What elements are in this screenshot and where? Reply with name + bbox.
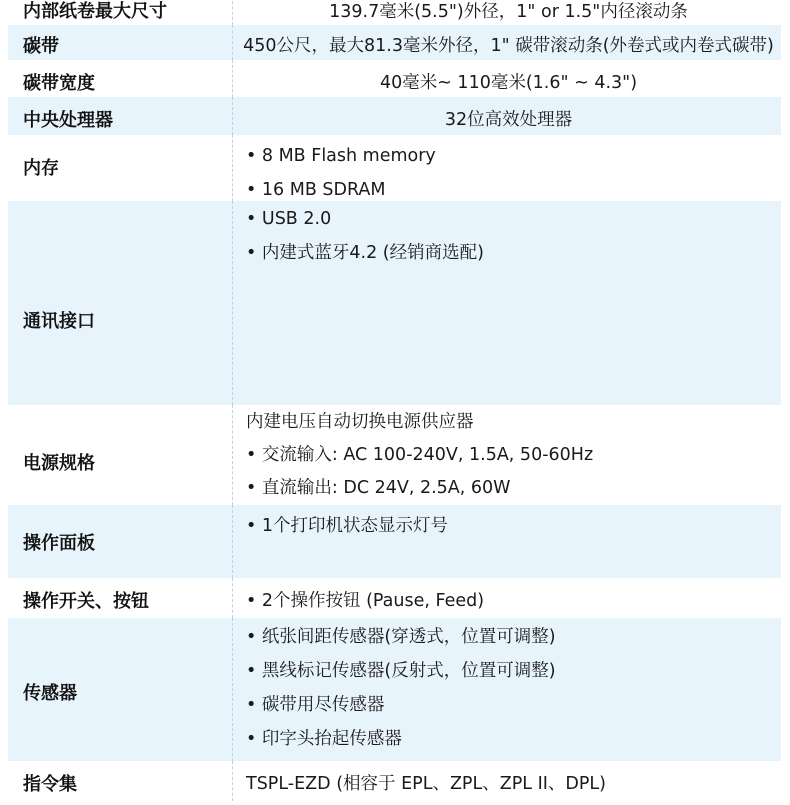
spec-value — [236, 106, 781, 131]
spec-label: 中央处理器 — [23, 110, 113, 131]
spec-value-line: • USB 2.0 — [246, 209, 332, 229]
spec-row-control-panel — [8, 505, 781, 578]
column-divider — [232, 578, 233, 618]
column-divider — [232, 97, 233, 135]
spec-row-buttons — [8, 578, 781, 618]
spec-row-power — [8, 405, 781, 505]
spec-value-line: • 黑线标记传感器(反射式，位置可调整) — [246, 661, 556, 681]
spec-value-line: • 印字头抬起传感器 — [246, 729, 402, 749]
column-divider — [232, 505, 233, 578]
spec-label: 内部纸卷最大尺寸 — [23, 1, 167, 22]
spec-value-line: • 8 MB Flash memory — [246, 146, 436, 166]
spec-row-memory — [8, 135, 781, 201]
column-divider — [232, 60, 233, 97]
spec-label: 电源规格 — [23, 453, 95, 474]
column-divider — [232, 761, 233, 801]
spec-value-line: • 1个打印机状态显示灯号 — [246, 516, 449, 536]
spec-value-line: • 碳带用尽传感器 — [246, 695, 385, 715]
spec-value-line: • 纸张间距传感器(穿透式，位置可调整) — [246, 627, 556, 647]
spec-value-line: • 直流输出: DC 24V, 2.5A, 60W — [246, 478, 511, 498]
spec-row-cpu — [8, 97, 781, 135]
spec-label: 内存 — [23, 158, 59, 179]
spec-value — [236, 0, 781, 23]
spec-row-ribbon-width — [8, 60, 781, 97]
column-divider — [232, 135, 233, 201]
spec-label: 传感器 — [23, 683, 77, 704]
spec-value-line: 内建电压自动切换电源供应器 — [246, 412, 474, 432]
spec-value-line: 32位高效处理器 — [444, 110, 573, 130]
spec-value-line: 40毫米~ 110毫米(1.6" ~ 4.3") — [379, 73, 638, 93]
spec-row-command-set — [8, 761, 781, 801]
spec-value — [246, 406, 775, 505]
spec-label: 碳带 — [23, 36, 59, 57]
spec-value — [236, 32, 781, 57]
spec-row-sensors — [8, 618, 781, 761]
spec-label: 通讯接口 — [23, 311, 95, 332]
spec-value-line: • 交流输入: AC 100-240V, 1.5A, 50-60Hz — [246, 445, 594, 465]
spec-label: 指令集 — [23, 774, 77, 795]
column-divider — [232, 201, 233, 405]
column-divider — [232, 0, 233, 25]
spec-row-ribbon — [8, 25, 781, 60]
spec-value-line: 450公尺，最大81.3毫米外径，1" 碳带滚动条(外卷式或内卷式碳带) — [243, 36, 774, 56]
spec-value-line: 139.7毫米(5.5")外径，1" or 1.5"内径滚动条 — [329, 2, 688, 22]
column-divider — [232, 405, 233, 505]
spec-label: 操作开关、按钮 — [23, 591, 149, 612]
spec-value-line: • 内建式蓝牙4.2 (经销商选配) — [246, 243, 484, 263]
column-divider — [232, 618, 233, 761]
column-divider — [232, 25, 233, 60]
spec-value — [246, 139, 775, 207]
spec-value — [236, 69, 781, 94]
spec-label: 碳带宽度 — [23, 73, 95, 94]
spec-value — [246, 620, 775, 756]
spec-value — [246, 770, 775, 795]
spec-label: 操作面板 — [23, 533, 95, 554]
spec-value-line: TSPL-EZD (相容于 EPL、ZPL、ZPL II、DPL) — [246, 774, 607, 794]
spec-value — [246, 512, 775, 537]
spec-value — [246, 202, 775, 270]
spec-value-line: • 2个操作按钮 (Pause, Feed) — [246, 591, 485, 611]
spec-row-interface — [8, 201, 781, 405]
spec-row-paper-roll-size — [8, 0, 781, 25]
spec-value — [246, 587, 775, 612]
spec-value-line: • 16 MB SDRAM — [246, 180, 386, 200]
